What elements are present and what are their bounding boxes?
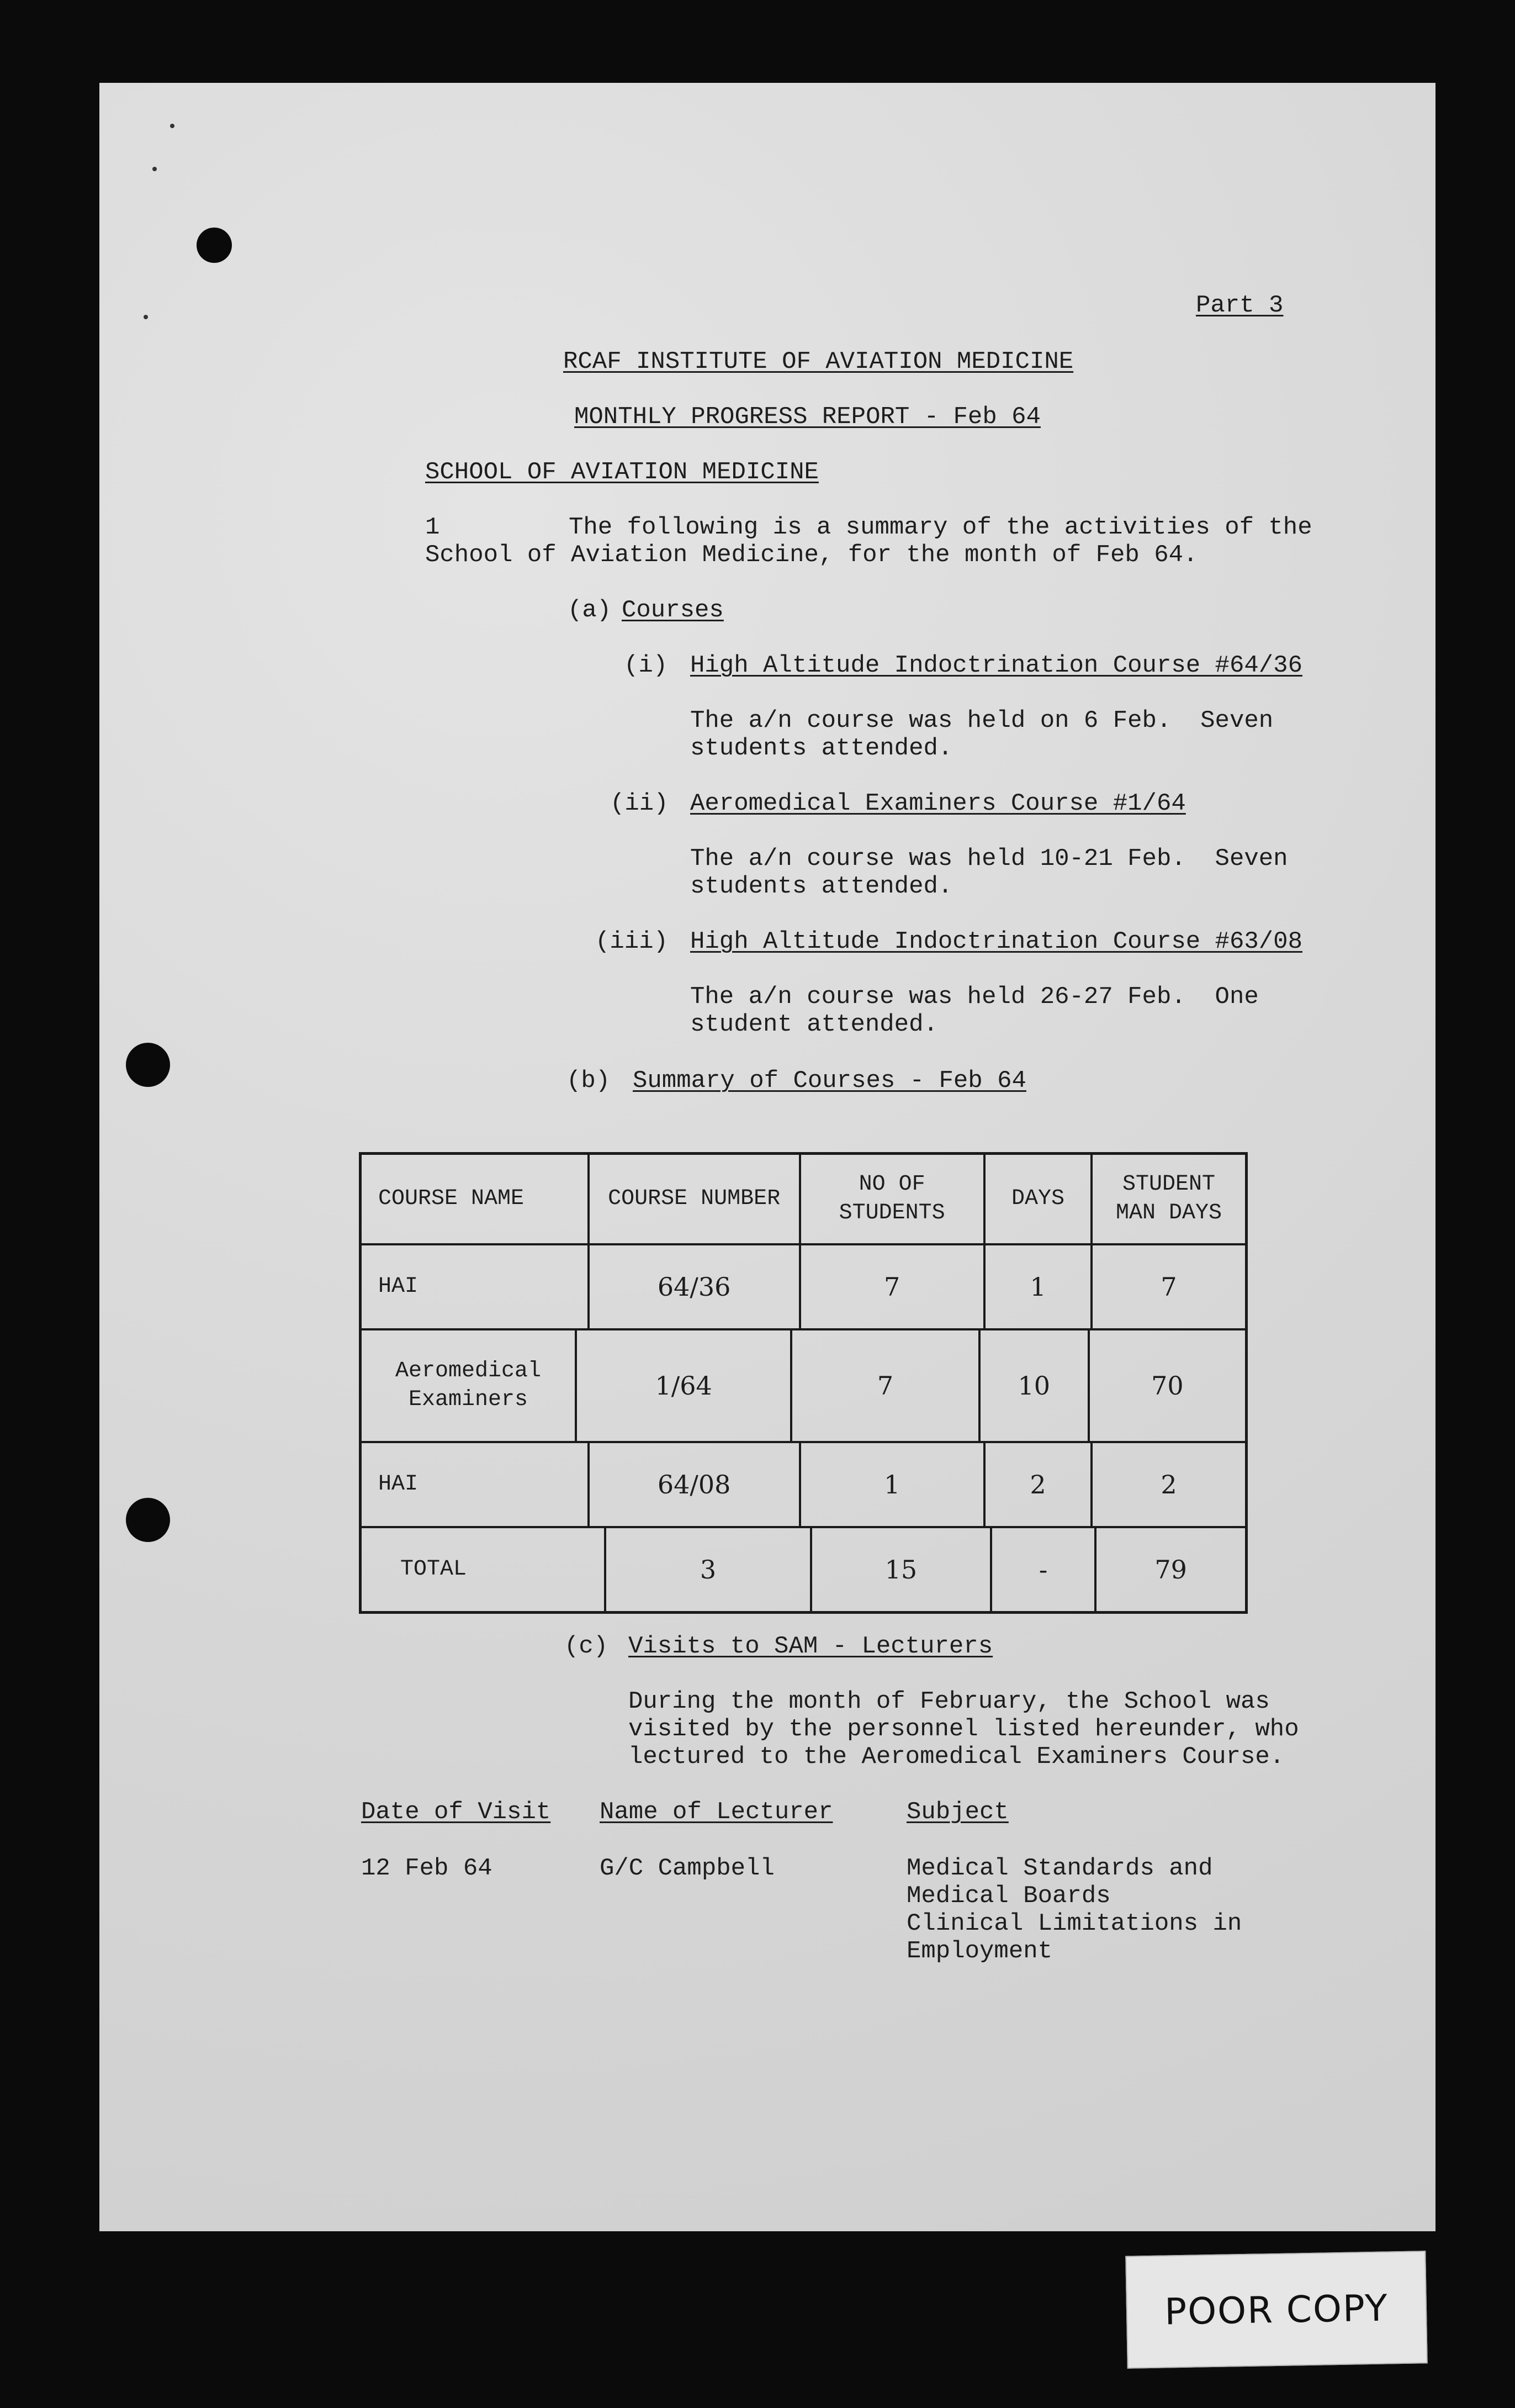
punch-hole-bottom — [126, 1498, 170, 1542]
table-cell: 1 — [799, 1443, 983, 1526]
course-desc: The a/n course was held 26-27 Feb. One — [690, 983, 1259, 1011]
table-header-row — [362, 1155, 1245, 1243]
table-cell: 7 — [799, 1245, 983, 1328]
table-row — [362, 1441, 1245, 1526]
course-desc: The a/n course was held on 6 Feb. Seven — [690, 707, 1274, 735]
table-cell: 2 — [983, 1443, 1090, 1526]
header-cell: COURSE NUMBER — [587, 1155, 799, 1243]
visits-text: visited by the personnel listed hereunder, who — [628, 1715, 1299, 1743]
table-cell: HAI — [378, 1472, 419, 1497]
part-label: Part 3 — [1196, 292, 1284, 319]
punch-hole-middle — [126, 1043, 170, 1087]
table-cell: HAI — [378, 1274, 419, 1299]
speck — [144, 315, 148, 319]
summary-table — [359, 1152, 1248, 1614]
document-page — [99, 83, 1435, 2231]
intro-line-2: School of Aviation Medicine, for the month of Feb 64. — [425, 541, 1198, 569]
course-title: High Altitude Indoctrination Course #63/08 — [690, 928, 1302, 955]
visits-text: lectured to the Aeromedical Examiners Course. — [628, 1743, 1285, 1771]
table-cell: 2 — [1090, 1443, 1245, 1526]
course-desc: student attended. — [690, 1011, 938, 1038]
course-title: High Altitude Indoctrination Course #64/36 — [690, 652, 1302, 679]
visit-subject: Medical Standards and — [907, 1855, 1213, 1882]
courses-title: Courses — [622, 596, 724, 624]
visits-title: Visits to SAM - Lecturers — [628, 1633, 993, 1660]
course-desc: students attended. — [690, 735, 953, 762]
column-date: Date of Visit — [361, 1798, 551, 1826]
table-cell: 15 — [810, 1528, 990, 1611]
table-cell: 64/08 — [587, 1443, 799, 1526]
course-num: (i) — [624, 652, 668, 679]
table-cell: - — [990, 1528, 1094, 1611]
punch-hole-top — [197, 228, 232, 263]
course-num: (ii) — [610, 790, 669, 817]
table-row — [362, 1328, 1245, 1441]
visit-date: 12 Feb 64 — [361, 1855, 492, 1882]
speck — [170, 124, 174, 128]
intro-line-1: The following is a summary of the activities of the — [569, 514, 1312, 541]
table-cell: 1/64 — [575, 1330, 790, 1441]
header-cell: NO OF STUDENTS — [799, 1155, 983, 1243]
table-cell: 64/36 — [587, 1245, 799, 1328]
poor-copy-stamp: POOR COPY — [1125, 2251, 1427, 2368]
table-cell: 7 — [1090, 1245, 1245, 1328]
header-cell: COURSE NAME — [378, 1186, 525, 1211]
column-lecturer: Name of Lecturer — [600, 1798, 833, 1826]
org-title: RCAF INSTITUTE OF AVIATION MEDICINE — [563, 348, 1074, 376]
table-total-row — [362, 1526, 1245, 1611]
visit-subject: Employment — [907, 1937, 1053, 1965]
header-cell: DAYS — [983, 1155, 1090, 1243]
column-subject: Subject — [907, 1798, 1009, 1826]
table-row — [362, 1243, 1245, 1328]
paragraph-number: 1 — [425, 514, 440, 541]
table-cell: 1 — [983, 1245, 1090, 1328]
table-cell: Aeromedical Examiners — [395, 1359, 542, 1412]
summary-label: (b) — [566, 1067, 611, 1095]
visits-text: During the month of February, the School was — [628, 1688, 1270, 1715]
course-desc: The a/n course was held 10-21 Feb. Seven — [690, 845, 1288, 873]
table-cell: 70 — [1088, 1330, 1245, 1441]
header-cell: STUDENT MAN DAYS — [1090, 1155, 1245, 1243]
table-cell: TOTAL — [400, 1557, 467, 1582]
summary-title: Summary of Courses - Feb 64 — [633, 1067, 1026, 1095]
table-cell: 7 — [790, 1330, 978, 1441]
speck — [152, 167, 157, 171]
table-cell: 79 — [1094, 1528, 1245, 1611]
course-title: Aeromedical Examiners Course #1/64 — [690, 790, 1186, 817]
courses-label: (a) — [568, 596, 612, 624]
visits-label: (c) — [564, 1633, 608, 1660]
report-title: MONTHLY PROGRESS REPORT - Feb 64 — [574, 403, 1041, 431]
visit-lecturer: G/C Campbell — [600, 1855, 775, 1882]
section-title: SCHOOL OF AVIATION MEDICINE — [425, 458, 819, 486]
course-desc: students attended. — [690, 873, 953, 900]
table-cell: 10 — [978, 1330, 1088, 1441]
visit-subject: Medical Boards — [907, 1882, 1111, 1910]
table-cell: 3 — [604, 1528, 810, 1611]
course-num: (iii) — [595, 928, 669, 955]
visit-subject: Clinical Limitations in — [907, 1910, 1242, 1937]
